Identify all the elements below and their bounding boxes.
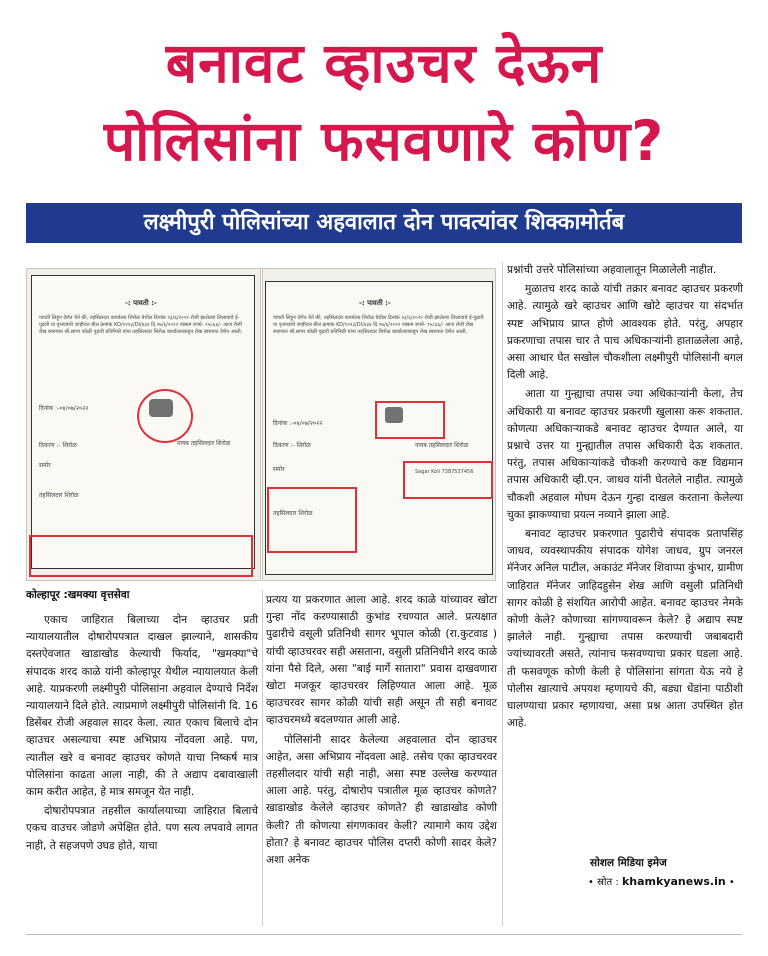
source-site: khamkyanews.in <box>621 875 726 888</box>
tahsil-highlight-box <box>267 487 357 553</box>
receipt-body: पावती लिहून देणेत येते की, तहसिलदार कार्यालय शिरोळ येथील दिनांक २३/६/२०२२ रोजी झालेल्या लिलावाचे ई-पुढारी या वृत्तपत्राचे जाहीरात बील क्रमांक KO/२२२३/DI/४३४ दि.२७/६/२०२२ रक्कम रुपये- १५८६६/- आज रोजी रोख स्वरुपात श्री.सागर कोळी पुढारी प्रतिनिधी यांना तहसिलदार शिरोळ कार्यालयाकडून रोख स्वरुपात देणेत आली. <box>273 315 484 335</box>
headline-line2: पोलिसांना फसवणारे कोण? <box>103 109 665 173</box>
receipt-phone-text: Sagar Koli 7387537456 <box>415 469 474 475</box>
receipt-body: पावती लिहून देणेत येते की, तहसिलदार कार्यालय शिरोळ येथील दिनांक २३/६/२०२२ रोजी झालेल्या लिलावाचे ई-पुढारी या वृत्तपत्राचे जाहीरात बील क्रमांक KO/२२२३/DI/४३४ दि.२७/६/२०२२ रक्कम रुपये- १५८६६/- आज रोजी रोख स्वरुपात श्री.सागर कोळी पुढारी प्रतिनिधी यांना तहसिलदार शिरोळ कार्यालयाकडून रोख स्वरुपात देणेत आली. <box>39 315 243 335</box>
image-credit: सोशल मिडिया इमेज <box>590 857 667 869</box>
article-column-3 <box>507 262 743 734</box>
bottom-note-highlight <box>29 535 253 577</box>
signature-highlight-circle <box>137 389 193 443</box>
paragraph: एकाच जाहिरात बिलाच्या दोन व्हाउचर प्रती न्यायालयातील दोषारोपपत्रात दाखल झाल्याने, शासकीय दस्तऐवजात खाडाखोड केल्याची फिर्याद, "खमक्या"चे संपादक शरद काळे यांनी कोल्हापूर येथील न्यायालयात केली आहे. याप्रकरणी लक्ष्मीपुरी पोलिसांना अहवाल देण्याचे निर्देश न्यायालयाने दिले होते. त्याप्रमाणे लक्ष्मीपुरी पोलिसांनी दि. 16 डिसेंबर रोजी अहवाल सादर केला. त्यात एकाच बिलाचे दोन व्हाउचर असल्याचा स्पष्ट अभिप्राय नोंदवला आहे. पण, त्यातील खरे व बनावट व्हाउचर कोणते याचा निष्कर्ष मात्र पोलिसांना काढता आला नाही, की ते अद्याप दबावाखाली काम करीत आहेत, हे मात्र समजून येत नाही. <box>26 614 258 799</box>
receipt-date: दिनांक :-०४/०७/२०२२ <box>273 420 323 427</box>
subheadline-banner: लक्ष्मीपुरी पोलिसांच्या अहवालात दोन पावत्यांवर शिक्कामोर्तब <box>26 203 742 243</box>
receipt-title: -: पावती :- <box>359 299 391 307</box>
receipt-tahsil: तहसिलदार शिरोळ <box>273 510 313 517</box>
source-line <box>588 874 735 888</box>
paragraph: दोषारोपपत्रात तहसील कार्यालयाच्या जाहिरात बिलाचे एकच वाउचर जोडणे अपेक्षित होते. पण सत्य लपवावे लागत नाही, ते सहजपणे उघड होते, याचा <box>26 805 258 852</box>
receipt-tahsil: तहसिलदार शिरोळ <box>39 492 79 499</box>
receipt-title: -: पावती :- <box>125 299 157 307</box>
phone-highlight-box <box>403 461 493 499</box>
source-suffix: • <box>728 877 735 888</box>
paragraph: आता या गुन्ह्याचा तपास ज्या अधिकाऱ्यांनी केला, तेच अधिकारी या बनावट व्हाउचर प्रकरणी खुलासा करू शकतात. कोणत्या अधिकाऱ्याकडे बनावट व्हाउचर देण्यात आले, या प्रश्नाचे उत्तर या गुन्ह्यातील तपास अधिकारी देऊ शकतात. परंतु, तपास अधिकाऱ्यांकडे चौकशी करण्याचे कष्ट विद्यमान तपास अधिकारी व्ही.एन. जाधव यांनी घेतलेले नाहीत. त्यामुळे चौकशी अहवाल मोघम देऊन गुन्हा दाखल करताना केलेल्या चुका झाकण्याचा प्रयत्न नव्याने झाला आहे. <box>507 388 743 521</box>
receipt-sign-label: समोर <box>39 462 51 469</box>
headline-line1: बनावट व्हाउचर देऊन <box>165 31 603 95</box>
source-prefix: • स्रोत : <box>588 877 619 888</box>
paragraph: मुळातच शरद काळे यांची तक्रार बनावट व्हाउचर प्रकरणी आहे. त्यामुळे खरे व्हाउचर आणि खोटे व्हाउचर या संदर्भात स्पष्ट अभिप्राय प्राप्त होणे आवश्यक होते. परंतु, अपहार प्रकरणाचा तपास चार ते पाच अधिकाऱ्यांनी हाताळलेला आहे, असा आधार घेत सखोल चौकशीला लक्ष्मीपुरी पोलिसांनी बगल दिली आहे. <box>507 283 743 382</box>
receipt-date: दिनांक :-०४/०७/२०२२ <box>39 405 89 412</box>
receipt-sign-label: समोर <box>273 466 285 473</box>
column-divider <box>502 262 503 926</box>
dateline: कोल्हापूर :खमक्या वृत्तसेवा <box>26 589 130 601</box>
article-column-1 <box>26 612 258 857</box>
receipt-photo-left <box>26 268 261 581</box>
paragraph: प्रश्नांची उत्तरे पोलिसांच्या अहवालातून मिळालेली नाहीत. <box>507 264 717 276</box>
article-column-2 <box>266 592 497 871</box>
receipt-stamp-text: नायब तहसिलदार शिरोळ <box>415 442 469 449</box>
receipt-place: ठिकाण :- शिरोळ <box>273 442 311 449</box>
bottom-rule <box>26 934 742 935</box>
stamp-highlight-box <box>375 401 445 439</box>
receipt-place: ठिकाण :- शिरोळ <box>39 442 77 449</box>
receipt-photo-right <box>262 268 496 581</box>
receipt-stamp-text: नायब तहसिलदार शिरोळ <box>177 440 231 447</box>
paragraph: पोलिसांनी सादर केलेल्या अहवालात दोन व्हाउचर आहेत, असा अभिप्राय नोंदवला आहे. तसेच एका व्हाउचरवर तहसीलदार यांची सही नाही, असा स्पष्ट उल्लेख करण्यात आला आहे. परंतु, दोषारोप पत्रातील मूळ व्हाउचर कोणते? खाडाखोड केलेले व्हाउचर कोणते? ही खाडाखोड कोणी केली? ती कोणत्या संगणकावर केली? त्यामागे काय उद्देश होता? हे बनावट व्हाउचर पोलिस दप्तरी कोणी सादर केले? अशा अनेक <box>266 733 497 867</box>
paragraph: बनावट व्हाउचर प्रकरणात पुढारीचे संपादक प्रतापसिंह जाधव, व्यवस्थापकीय संपादक योगेश जाधव, ग्रुप जनरल मॅनेजर अनिल पाटील, अकाउंट मॅनेजर शिवाप्पा कुंभार, ग्रामीण जाहिरात मॅनेजर जाहिदहुसेन शेख आणि वसुली प्रतिनिधी सागर कोळी हे संशयित आरोपी आहेत. बनावट व्हाउचर नेमके कोणी केले? कोणाच्या सांगण्यावरून केले? हे अद्याप स्पष्ट झालेले नाही. गुन्ह्याचा तपास करण्याची जबाबदारी ज्यांच्यावरती असते, त्यांनाच फसवण्याचा प्रकार घडला आहे. ती फसवणूक कोणी केली हे पोलिसांना सांगता येऊ नये हे पोलीस खात्याचे अपयश म्हणायचे की, बड्या धेंडांना पाठीशी घालण्याचा प्रकार म्हणायचा, असा प्रश्न आता उपस्थित होत आहे. <box>507 528 743 730</box>
column-divider <box>262 590 263 926</box>
paragraph: प्रत्यय या प्रकरणात आला आहे. शरद काळे यांच्यावर खोटा गुन्हा नोंद करण्यासाठी कुभांड रचण्यात आले. प्रत्यक्षात पुढारीचे वसूली प्रतिनिधी सागर भूपाल कोळी (रा.कुटवाड ) यांची व्हाउचरवर सही असताना, वसुली प्रतिनिधीने शरद काळे यांना पैसे दिले, असा "बाई मार्गे सातारा" प्रवास दाखवणारा खोटा मजकूर व्हाउचरवर लिहिण्यात आला आहे. मूळ व्हाउचरवर सागर कोळी यांची सही असून ती सही बनावट व्हाउचरमध्ये बदलण्यात आली आहे. <box>266 594 497 727</box>
